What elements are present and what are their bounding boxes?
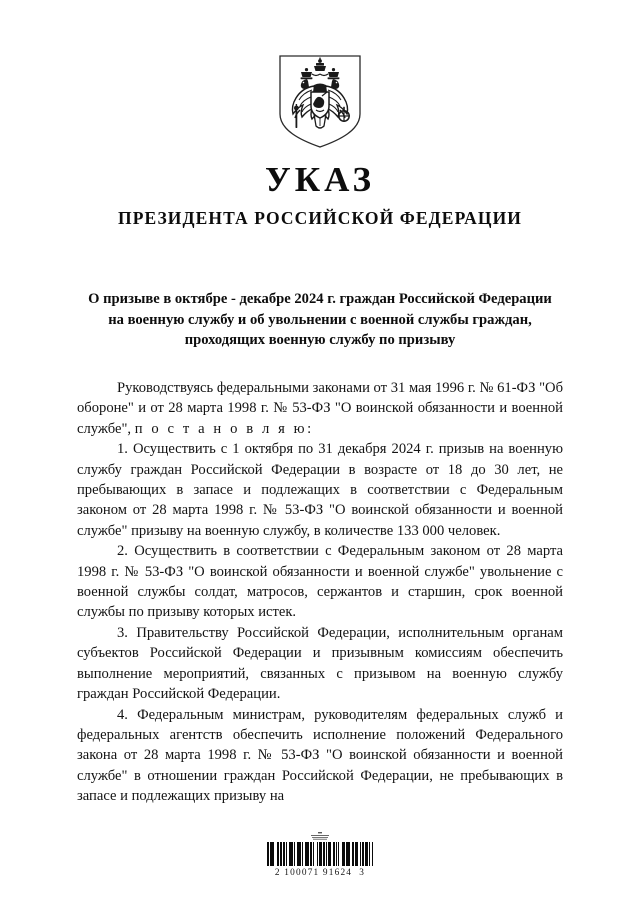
russian-coat-of-arms-icon [274,52,366,150]
document-title: О призыве в октябре - декабре 2024 г. граждан Российской Федерации на военную службу и об увольнении с военной службы граждан, проходящих военную службу по призыву [88,291,552,349]
document-subheading: ПРЕЗИДЕНТА РОССИЙСКОЙ ФЕДЕРАЦИИ [117,208,523,228]
barcode-bars [267,842,372,866]
barcode-digits: 2 100071 91624 3 [274,868,366,878]
paragraph-preamble [77,378,563,439]
preamble-text: Руководствуясь федеральными законами от 31 мая 1996 г. № 61-ФЗ "Об обороне" и от 28 марта 1998 г. № 53-ФЗ "О воинской обязанности и военной службе", [77,380,563,437]
document-heading: УКАЗ [265,160,375,199]
paragraph-item-4: 4. Федеральным министрам, руководителям федеральных служб и федеральных агентств обеспечить исполнение положений Федерального закона от 28 марта 1998 г. № 53-ФЗ "О воинской обязанности и военной службе" в отношении граждан Российской Федерации, не пребывающих в запасе и подлежащих призыву на [77,706,563,805]
paragraph-item-2: 2. Осуществить в соответствии с Федеральным законом от 28 марта 1998 г. № 53-ФЗ "О воинской обязанности и военной службе" увольнение с военной службы солдат, матросов, сержантов и старшин, срок военной службы по призыву которых истек. [77,543,563,621]
paragraph-item-1: 1. Осуществить с 1 октября по 31 декабря 2024 г. призыв на военную службу граждан Российской Федерации в возрасте от 18 до 30 лет, не пребывающих в запасе и подлежащих в соответствии с Федеральным законом от 28 марта 1998 г. № 53-ФЗ "О воинской обязанности и военной службе" призыву на военную службу, в количестве 133 000 человек. [77,441,563,539]
paragraph-item-3: 3. Правительству Российской Федерации, исполнительным органам субъектов Российской Федерации и призывным комиссиям обеспечить выполнение мероприятий, связанных с призывом на военную службу граждан Российской Федерации. [77,624,563,703]
preamble-decree-verb: п о с т а н о в л я ю: [134,420,314,437]
barcode-top-mark-icon [309,832,331,841]
document-body [77,378,563,807]
barcode-footer [0,832,640,878]
coat-of-arms-container [0,52,640,150]
